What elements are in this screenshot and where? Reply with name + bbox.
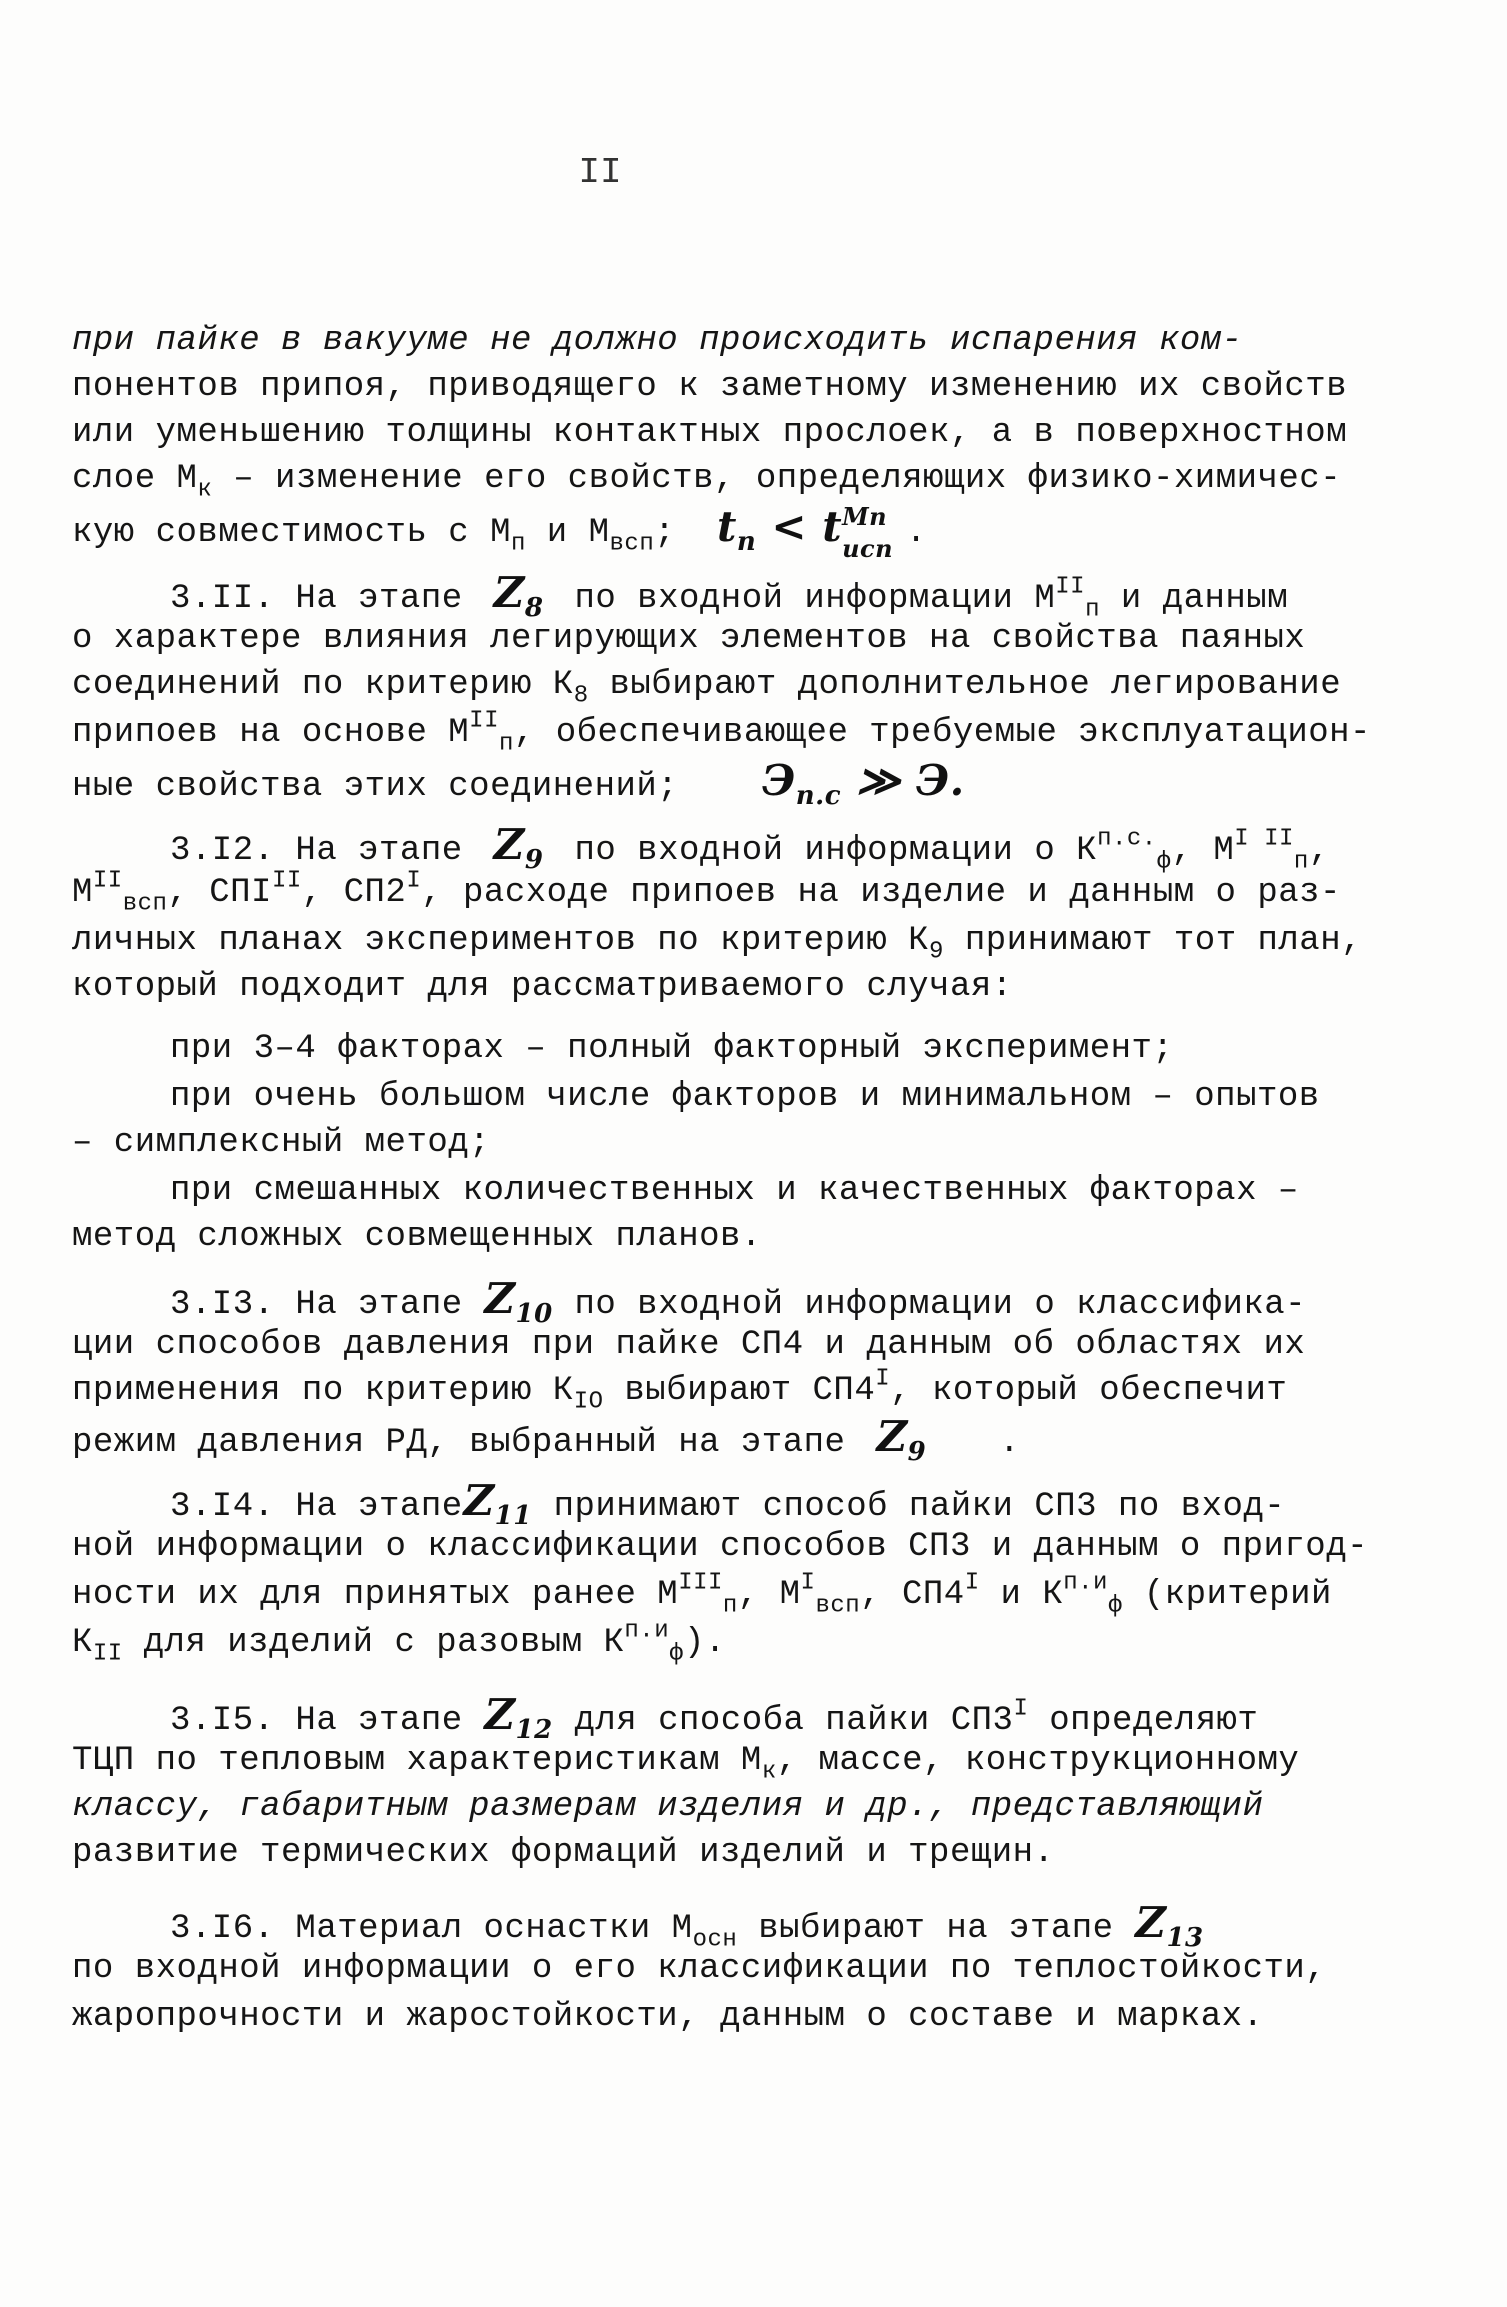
text: , СП2 <box>301 874 407 912</box>
subscript: ф <box>1156 848 1172 876</box>
text-line <box>72 1322 1306 1368</box>
handwritten-formula <box>716 502 894 563</box>
text: при очень большом числе факторов и минимальном – опытов <box>170 1078 1320 1116</box>
stage-letter: Z <box>484 1274 516 1323</box>
stage-symbol <box>484 820 554 876</box>
subscript: п <box>722 1592 738 1620</box>
text-line <box>72 318 1272 364</box>
text-line <box>72 964 1272 1010</box>
subscript: п <box>1085 596 1100 624</box>
text: принимают способ пайки СП3 по вход- <box>553 1488 1286 1526</box>
subscript: к <box>761 1758 777 1786</box>
text-line <box>72 1784 1272 1830</box>
text: принимают тот план, <box>943 922 1363 960</box>
stage-letter: Z <box>1135 1898 1167 1947</box>
text-line <box>170 1276 1370 1328</box>
stage-index: 8 <box>524 593 544 624</box>
text-line <box>170 1478 1370 1530</box>
text: , расходе припоев на изделие и данным о раз- <box>421 874 1341 912</box>
text-line <box>72 364 1348 410</box>
superscript: Мп <box>842 502 888 531</box>
superscript: II <box>469 707 499 735</box>
stage-letter: Z <box>876 1412 908 1461</box>
subscript: исп <box>842 534 894 563</box>
stage-index: 13 <box>1166 1923 1204 1954</box>
stage-letter: Z <box>493 820 525 869</box>
text: по входной информации о его классификации по теплостойкости, <box>72 1950 1327 1988</box>
subscript: п <box>1293 848 1309 876</box>
text: классу, габаритным размерам изделия и др., представляющий <box>72 1788 1264 1826</box>
text-line <box>72 1946 1327 1992</box>
text: ТЦП по тепловым характеристикам М <box>72 1742 762 1780</box>
text: М <box>72 874 93 912</box>
supsub-stack <box>842 502 894 563</box>
superscript: II <box>271 867 302 895</box>
text: ности их для принятых ранее М <box>72 1576 679 1614</box>
text-line <box>72 1569 1332 1620</box>
text: развитие термических формаций изделий и трещин. <box>72 1834 1055 1872</box>
stage-symbol <box>484 1274 554 1330</box>
text: выбирают дополнительное легирование <box>588 666 1342 704</box>
subscript: осн <box>692 1926 738 1954</box>
text: жаропрочности и жаростойкости, данным о составе и марках. <box>72 1998 1264 2036</box>
stage-symbol <box>484 1690 554 1746</box>
stage-letter: Z <box>484 1690 516 1739</box>
superscript: I <box>800 1569 816 1597</box>
text: , М <box>1171 832 1235 870</box>
text: ные свойства этих соединений; <box>72 768 679 806</box>
handwritten-formula <box>761 756 965 812</box>
text: , обеспечивающее требуемые эксплуатацион- <box>513 714 1371 752</box>
text: , <box>1308 832 1330 870</box>
text-line <box>72 1120 1272 1166</box>
subscript: 9 <box>929 938 944 966</box>
text: по входной информации о классифика- <box>574 1286 1307 1324</box>
text: , СП4 <box>860 1576 965 1614</box>
text-line <box>72 867 1341 918</box>
formula-symbol: < t <box>756 502 843 551</box>
text-line <box>170 1168 1370 1214</box>
text: выбирают на этапе <box>737 1910 1114 1948</box>
text: по входной информации о К <box>574 832 1098 870</box>
section-number: 3.I4. На этапе <box>170 1488 463 1526</box>
text-line <box>72 918 1363 966</box>
superscript: I <box>964 1569 980 1597</box>
stage-symbol <box>866 1412 936 1468</box>
text: слое М <box>72 460 198 498</box>
text: понентов припоя, приводящего к заметному изменению их свойств <box>72 368 1348 406</box>
text: о характере влияния легирующих элементов на свойства паяных <box>72 620 1306 658</box>
text: ). <box>684 1624 726 1662</box>
section-number: 3.I5. На этапе <box>170 1702 463 1740</box>
text: ции способов давления при пайке СП4 и данным об областях их <box>72 1326 1306 1364</box>
text-line <box>170 822 1370 874</box>
text: который подходит для рассматриваемого случая: <box>72 968 1013 1006</box>
text: припоев на основе М <box>72 714 470 752</box>
stage-index: 11 <box>494 1501 532 1532</box>
superscript: п.и <box>1063 1569 1108 1597</box>
text-line <box>170 1074 1370 1120</box>
subscript: II <box>92 1640 123 1668</box>
subscript: п <box>510 530 526 558</box>
text: личных планах экспериментов по критерию К <box>72 922 930 960</box>
text: ; <box>654 514 676 552</box>
subscript: п.с <box>795 781 842 812</box>
text: или уменьшению толщины контактных прослоек, а в поверхностном <box>72 414 1348 452</box>
text: кую совместимость с М <box>72 514 511 552</box>
text: при смешанных количественных и качественных факторах – <box>170 1172 1299 1210</box>
page-number: II <box>578 152 622 193</box>
subscript: п <box>736 527 757 558</box>
text-line <box>72 662 1342 710</box>
stage-letter: Z <box>493 568 525 617</box>
text: ной информации о классификации способов СП3 и данным о пригод- <box>72 1528 1369 1566</box>
subscript: ф <box>669 1640 685 1668</box>
subscript: ф <box>1107 1592 1123 1620</box>
text-line <box>170 1900 1370 1952</box>
formula-symbol: Э <box>761 756 796 805</box>
formula-symbol: t <box>716 502 737 551</box>
text-line <box>72 456 1342 504</box>
text: – симплексный метод; <box>72 1124 491 1162</box>
superscript: I <box>1013 1695 1029 1723</box>
section-number: 3.I3. На этапе <box>170 1286 463 1324</box>
text-line <box>72 1738 1300 1786</box>
text: , М <box>737 1576 801 1614</box>
formula-symbol: ≫ Э <box>841 756 950 805</box>
formula-symbol: . <box>949 756 965 805</box>
subscript: IO <box>573 1388 604 1416</box>
text-line <box>72 1617 1272 1668</box>
stage-letter: Z <box>463 1476 495 1525</box>
text: , массе, конструкционному <box>776 1742 1300 1780</box>
stage-index: 9 <box>524 845 544 876</box>
text-line <box>170 570 1370 622</box>
text: метод сложных совмещенных планов. <box>72 1218 762 1256</box>
text: выбирают СП4 <box>603 1372 876 1410</box>
text: для изделий с разовым К <box>122 1624 625 1662</box>
text-line <box>170 1026 1370 1072</box>
text-line <box>72 502 1272 563</box>
text: – изменение его свойств, определяющих физико-химичес- <box>212 460 1342 498</box>
superscript: I <box>406 867 422 895</box>
subscript: всп <box>609 530 655 558</box>
subscript: 8 <box>573 682 589 710</box>
stage-index: 9 <box>907 1437 927 1468</box>
text-line <box>72 410 1348 456</box>
text-line <box>72 1994 1272 2040</box>
text: . <box>999 1424 1020 1462</box>
section-number: 3.I2. На этапе <box>170 832 463 870</box>
text: (критерий <box>1122 1576 1332 1614</box>
text-line <box>72 1830 1272 1876</box>
subscript: всп <box>122 890 168 918</box>
text-line <box>72 616 1306 662</box>
text: при пайке в вакууме не должно происходить испарения ком- <box>72 322 1243 360</box>
text: для способа пайки СП3 <box>574 1702 1014 1740</box>
stage-symbol <box>484 568 554 624</box>
text: определяют <box>1028 1702 1259 1740</box>
subscript: п <box>498 730 514 758</box>
text: 3.I6. Материал оснастки М <box>170 1910 693 1948</box>
text: при 3–4 факторах – полный факторный эксперимент; <box>170 1030 1174 1068</box>
text: и данным <box>1099 580 1289 618</box>
text-line <box>72 1365 1288 1416</box>
superscript: п.и <box>624 1617 670 1645</box>
section-number: 3.II. На этапе <box>170 580 463 618</box>
subscript: всп <box>815 1592 861 1620</box>
text: режим давления РД, выбранный на этапе <box>72 1424 846 1462</box>
text: по входной информации М <box>574 580 1056 618</box>
stage-index: 12 <box>515 1715 553 1746</box>
stage-symbol <box>1134 1898 1204 1954</box>
text-line <box>170 1692 1370 1744</box>
text: соединений по критерию К <box>72 666 574 704</box>
superscript: п.с. <box>1097 825 1157 853</box>
superscript: I <box>875 1365 891 1393</box>
text: . <box>905 514 927 552</box>
text: , который обеспечит <box>890 1372 1288 1410</box>
text-line <box>72 758 1272 810</box>
text-line <box>72 1524 1369 1570</box>
text: и К <box>979 1576 1064 1614</box>
subscript: к <box>197 476 213 504</box>
superscript: II <box>92 867 123 895</box>
superscript: II <box>1055 573 1086 601</box>
text: К <box>72 1624 93 1662</box>
text-line <box>72 1414 1272 1466</box>
stage-index: 10 <box>515 1299 553 1330</box>
stage-symbol <box>463 1476 533 1532</box>
text: и М <box>525 514 610 552</box>
superscript: III <box>678 1569 723 1597</box>
text-line <box>72 707 1371 758</box>
text: применения по критерию К <box>72 1372 574 1410</box>
text: , СПI <box>167 874 272 912</box>
superscript: I II <box>1234 825 1294 853</box>
text-line <box>72 1214 1272 1260</box>
